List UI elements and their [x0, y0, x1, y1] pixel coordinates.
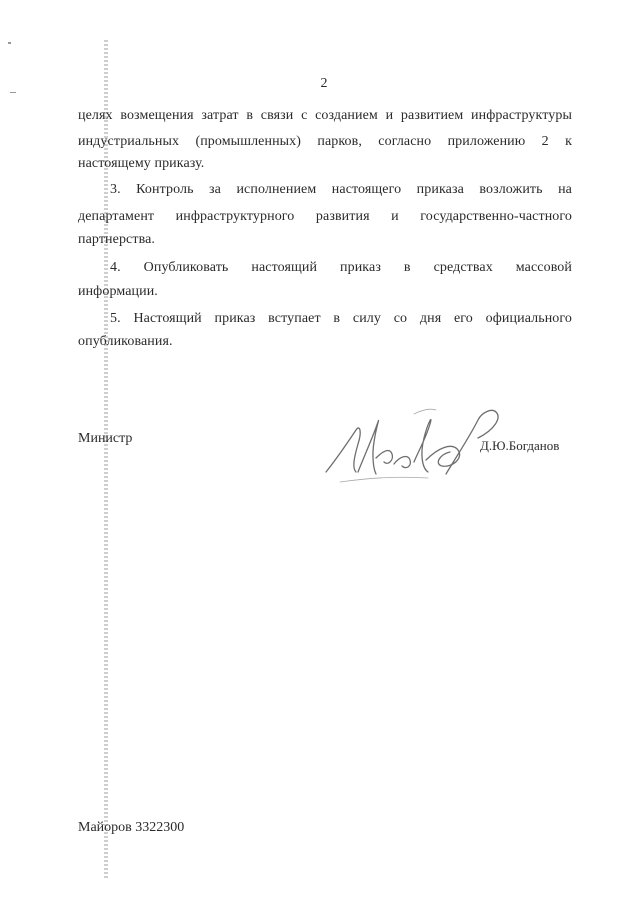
body-line: индустриальных (промышленных) парков, согласно приложению 2 к	[78, 134, 572, 149]
signer-title: Министр	[78, 431, 133, 446]
signer-name: Д.Ю.Богданов	[480, 438, 560, 453]
body-line: целях возмещения затрат в связи с созданием и развитием инфраструктуры	[78, 108, 572, 123]
scan-speck	[8, 42, 11, 44]
body-line: опубликования.	[78, 334, 173, 349]
body-line: настоящему приказу.	[78, 156, 205, 171]
clause-5-line: 5. Настоящий приказ вступает в силу со дня его официального	[110, 311, 572, 326]
body-line: департамент инфраструктурного развития и государственно-частного	[78, 209, 572, 224]
clause-4-line: 4. Опубликовать настоящий приказ в средствах массовой	[110, 260, 572, 275]
clause-3-line: 3. Контроль за исполнением настоящего приказа возложить на	[110, 182, 572, 197]
body-line: партнерства.	[78, 232, 156, 247]
scan-speck	[10, 92, 16, 93]
body-line: информации.	[78, 284, 158, 299]
page-number: 2	[320, 76, 328, 91]
executor-footer: Майоров 3322300	[78, 820, 185, 835]
